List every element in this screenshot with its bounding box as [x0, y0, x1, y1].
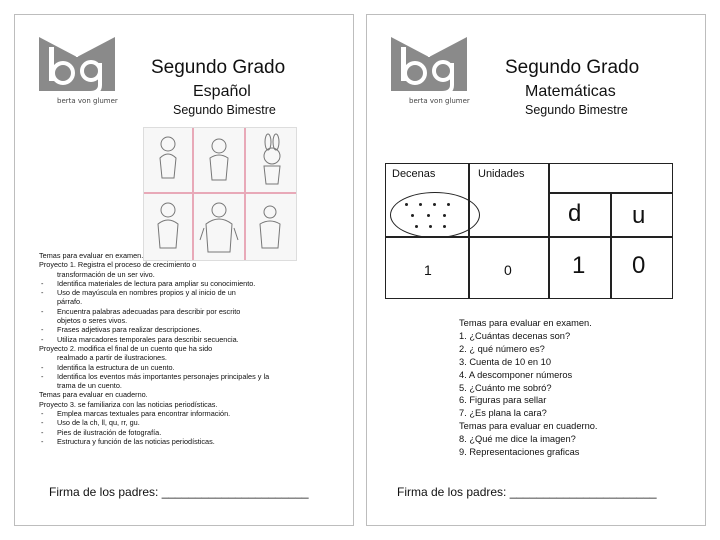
bimester-label: Segundo Bimestre	[173, 103, 276, 117]
topic-line: - Identifica los eventos más importantes personajes principales y la	[39, 372, 339, 381]
topic-line: realmado a partir de ilustraciones.	[57, 353, 167, 363]
topic-line: - Utiliza marcadores temporales para describir secuencia.	[39, 335, 339, 344]
svg-text:berta von glumer: berta von glumer	[57, 97, 118, 105]
school-logo	[387, 33, 471, 117]
topic-line: - Uso de la ch, ll, qu, rr, gu.	[39, 418, 339, 427]
topic-line: - Estructura y función de las noticias periodísticas.	[39, 437, 339, 446]
topic-line: 3. Cuenta de 10 en 10	[459, 356, 552, 367]
topic-line: 2. ¿ qué número es?	[459, 343, 545, 354]
ones-digit: 0	[632, 252, 646, 279]
topic-line: Temas para evaluar en examen.	[459, 318, 592, 328]
topic-line: 4. A descomponer números	[459, 369, 573, 380]
topic-line: Temas para evaluar en cuaderno.	[459, 421, 598, 432]
topic-line: 8. ¿Qué me dice la imagen?	[459, 434, 576, 445]
decenas-value: 1	[424, 262, 432, 278]
topic-line: - Uso de mayúscula en nombres propios y al inicio de un	[39, 288, 339, 297]
math-card	[366, 14, 706, 526]
tens-digit: 1	[572, 252, 586, 279]
grade-title: Segundo Grado	[151, 57, 286, 78]
spanish-topics-list	[39, 251, 339, 446]
topic-line: objetos o seres vivos.	[57, 316, 128, 326]
topic-line: - Encuentra palabras adecuadas para describir por escrito	[39, 307, 339, 316]
ten-dots-group	[390, 192, 480, 238]
topic-line: 6. Figuras para sellar	[459, 395, 547, 406]
unidades-value: 0	[504, 262, 512, 278]
topic-line: Temas para evaluar en cuaderno.	[39, 390, 148, 400]
bimester-label: Segundo Bimestre	[525, 103, 628, 117]
topic-line: - Pies de ilustración de fotografía.	[39, 428, 339, 437]
u-header: u	[632, 202, 646, 229]
topic-line: - Emplea marcas textuales para encontrar información.	[39, 409, 339, 418]
subject-title: Matemáticas	[525, 83, 616, 100]
topic-line: - Frases adjetivas para realizar descripciones.	[39, 325, 339, 334]
svg-text:berta von glumer: berta von glumer	[409, 97, 470, 105]
grade-title: Segundo Grado	[505, 57, 640, 78]
school-logo	[35, 33, 119, 117]
topic-line: párrafo.	[57, 297, 83, 307]
spanish-card	[14, 14, 354, 526]
growth-sequence-illustration	[143, 127, 297, 261]
topic-line: - Identifica la estructura de un cuento.	[39, 363, 339, 372]
topic-line: 7. ¿Es plana la cara?	[459, 408, 547, 419]
unidades-header: Unidades	[478, 168, 525, 180]
topic-line: transformación de un ser vivo.	[57, 269, 155, 279]
cartoon-sketches-icon	[144, 128, 296, 260]
d-header: d	[568, 200, 582, 227]
topic-line: 9. Representaciones graficas	[459, 447, 580, 458]
subject-title: Español	[193, 83, 251, 100]
topic-line: 5. ¿Cuánto me sobró?	[459, 382, 552, 393]
topic-line: - Identifica materiales de lectura para ampliar su conocimiento.	[39, 279, 339, 288]
topic-line: trama de un cuento.	[57, 381, 122, 391]
place-value-chart	[385, 163, 673, 299]
topic-line: Proyecto 3. se familiariza con las noticias periodísticas.	[39, 399, 218, 409]
topic-line: Proyecto 1. Registra el proceso de crecimiento o	[39, 260, 197, 270]
topic-line: Proyecto 2. modifica el final de un cuento que ha sido	[39, 343, 213, 353]
parent-signature-line: Firma de los padres: ______________________	[397, 485, 657, 499]
topic-line: 1. ¿Cuántas decenas son?	[459, 330, 571, 341]
topic-line: Temas para evaluar en examen.	[39, 251, 144, 260]
decenas-header: Decenas	[392, 168, 436, 180]
math-topics-list	[459, 317, 598, 459]
parent-signature-line: Firma de los padres: ______________________	[49, 485, 309, 499]
